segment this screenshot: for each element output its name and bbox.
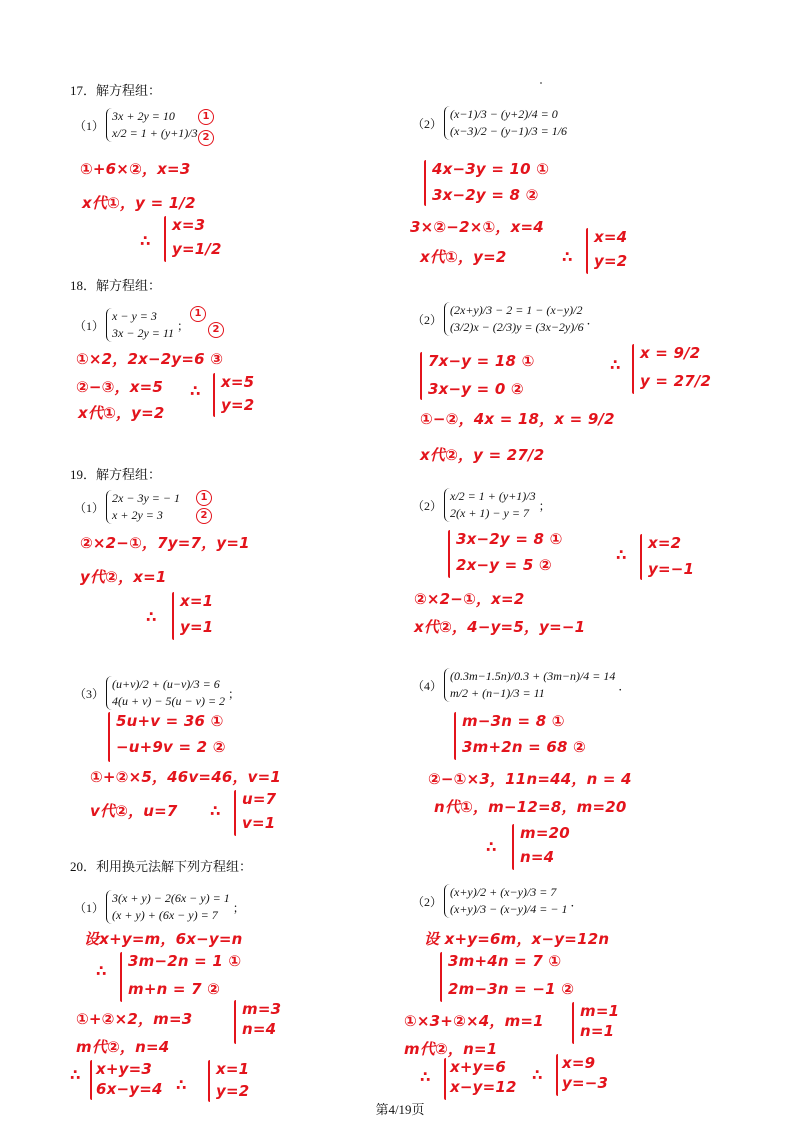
handwritten-step: ②×2−①，7y=7，y=1 xyxy=(80,534,250,552)
step-brace xyxy=(448,530,450,578)
handwritten-step: x代①，y = 1/2 xyxy=(82,194,196,212)
answer-line: n=1 xyxy=(580,1022,615,1040)
handwritten-step: 设 x+y=6m，x−y=12n xyxy=(424,930,610,948)
handwritten-step: 3×②−2×①，x=4 xyxy=(410,218,544,236)
problem-number: （3） xyxy=(74,686,105,701)
answer-brace xyxy=(512,824,514,870)
answer-line: u=7 xyxy=(242,790,277,808)
handwritten-step: ①×2，2x−2y=6 ③ xyxy=(76,350,224,368)
handwritten-step: 3x−2y = 8 ② xyxy=(432,186,539,204)
handwritten-step: ①+②×2，m=3 xyxy=(76,1010,193,1028)
answer-brace xyxy=(586,228,588,274)
q17-header: 17．解方程组： xyxy=(70,83,162,98)
equation-system xyxy=(444,302,584,336)
q17-p1-problem xyxy=(74,108,198,142)
handwritten-step: 7x−y = 18 ① xyxy=(428,352,535,370)
answer-brace xyxy=(213,373,215,417)
answer-line: x=1 xyxy=(180,592,214,610)
answer-line: y=−3 xyxy=(562,1074,609,1092)
equation-2: 3x − 2y = 11 xyxy=(112,326,174,340)
punctuation: ； xyxy=(538,498,551,513)
equation-system xyxy=(106,676,225,710)
therefore-symbol: ∴ xyxy=(420,1068,431,1086)
equation-2: (x+y)/3 − (x−y)/4 = − 1 xyxy=(450,902,568,916)
therefore-symbol: ∴ xyxy=(210,802,221,820)
punctuation: ． xyxy=(618,678,631,693)
answer-line: m=1 xyxy=(580,1002,620,1020)
therefore-symbol: ∴ xyxy=(532,1066,543,1084)
equation-2: m/2 + (n−1)/3 = 11 xyxy=(450,686,545,700)
handwritten-step: x代①，y=2 xyxy=(420,248,507,266)
handwritten-step: 3m+4n = 7 ① xyxy=(448,952,562,970)
answer-line: y = 27/2 xyxy=(640,372,712,390)
therefore-symbol: ∴ xyxy=(70,1066,81,1084)
step-brace xyxy=(90,1060,92,1100)
equation-1: (2x+y)/3 − 2 = 1 − (x−y)/2 xyxy=(450,303,583,317)
handwritten-step: ①+②×5，46v=46，v=1 xyxy=(90,768,282,786)
handwritten-step: 3x−y = 0 ② xyxy=(428,380,524,398)
equation-system xyxy=(444,668,615,702)
step-brace xyxy=(120,952,122,1002)
problem-number: （4） xyxy=(412,678,443,693)
equation-2: (x−3)/2 − (y−1)/3 = 1/6 xyxy=(450,124,568,138)
answer-line: x=2 xyxy=(648,534,682,552)
answer-brace xyxy=(172,592,174,640)
answer-brace xyxy=(208,1060,210,1102)
equation-1: (u+v)/2 + (u−v)/3 = 6 xyxy=(112,677,220,691)
handwritten-step: ①−②，4x = 18，x = 9/2 xyxy=(420,410,615,428)
handwritten-step: y代②，x=1 xyxy=(80,568,167,586)
therefore-symbol: ∴ xyxy=(176,1076,187,1094)
handwritten-step: m代②，n=4 xyxy=(76,1038,170,1056)
equation-2: x + 2y = 3 xyxy=(112,508,163,522)
answer-line: x=1 xyxy=(216,1060,250,1078)
handwritten-step: ①×3+②×4，m=1 xyxy=(404,1012,544,1030)
answer-line: y=1/2 xyxy=(172,240,222,258)
punctuation: ； xyxy=(232,900,245,915)
problem-number: （2） xyxy=(412,498,443,513)
handwritten-step: 设x+y=m，6x−y=n xyxy=(84,930,243,948)
answer-brace xyxy=(234,1000,236,1044)
answer-brace xyxy=(632,344,634,394)
answer-line: x=4 xyxy=(594,228,628,246)
equation-system xyxy=(106,108,198,142)
equation-1: (0.3m−1.5n)/0.3 + (3m−n)/4 = 14 xyxy=(450,669,616,683)
q19-p4-problem xyxy=(412,668,630,702)
handwritten-step: ②−①×3，11n=44，n = 4 xyxy=(428,770,632,788)
q19-p3-problem xyxy=(74,676,240,710)
therefore-symbol: ∴ xyxy=(610,356,621,374)
handwritten-step: x代①，y=2 xyxy=(78,404,165,422)
answer-brace xyxy=(556,1054,558,1096)
handwritten-step: x+y=3 xyxy=(96,1060,153,1078)
answer-brace xyxy=(234,790,236,836)
answer-line: y=2 xyxy=(216,1082,250,1100)
q17-p2-problem xyxy=(412,106,567,140)
answer-line: x=3 xyxy=(172,216,206,234)
step-brace xyxy=(444,1058,446,1100)
answer-line: y=−1 xyxy=(648,560,695,578)
handwritten-step: x+y=6 xyxy=(450,1058,507,1076)
equation-2: (3/2)x − (2/3)y = (3x−2y)/6 xyxy=(450,320,584,334)
handwritten-step: ②−③，x=5 xyxy=(76,378,164,396)
handwritten-step: m+n = 7 ② xyxy=(128,980,221,998)
equation-2: x/2 = 1 + (y+1)/3 xyxy=(112,126,198,140)
q19-header: 19．解方程组： xyxy=(70,467,162,482)
equation-system xyxy=(106,890,230,924)
q18-p2-problem xyxy=(412,302,599,336)
therefore-symbol: ∴ xyxy=(96,962,107,980)
answer-line: m=3 xyxy=(242,1000,282,1018)
problem-number: （1） xyxy=(74,900,105,915)
q18-header: 18．解方程组： xyxy=(70,278,162,293)
circle-mark-2: 2 xyxy=(196,508,212,524)
equation-1: 3x + 2y = 10 xyxy=(112,109,175,123)
problem-number: （2） xyxy=(412,116,443,131)
circle-mark-2: 2 xyxy=(208,322,224,338)
punctuation: ； xyxy=(228,686,241,701)
equation-system xyxy=(106,308,174,342)
equation-system xyxy=(444,884,567,918)
handwritten-step: 4x−3y = 10 ① xyxy=(432,160,550,178)
answer-line: n=4 xyxy=(520,848,555,866)
answer-brace xyxy=(572,1002,574,1044)
answer-line: x = 9/2 xyxy=(640,344,701,362)
punctuation: ． xyxy=(586,312,599,327)
page-number: 第4/19页 xyxy=(375,1102,425,1117)
problem-number: （1） xyxy=(74,500,105,515)
problem-number: （1） xyxy=(74,118,105,133)
equation-system xyxy=(106,490,180,524)
answer-brace xyxy=(164,216,166,262)
equation-system xyxy=(444,106,567,140)
answer-line: x=5 xyxy=(221,373,255,391)
circle-mark-1: 1 xyxy=(190,306,206,322)
q20-p2-problem xyxy=(412,884,582,918)
q20-header: 20．利用换元法解下列方程组： xyxy=(70,859,253,874)
equation-2: 4(u + v) − 5(u − v) = 2 xyxy=(112,694,226,708)
handwritten-step: 2x−y = 5 ② xyxy=(456,556,552,574)
step-brace xyxy=(440,952,442,1002)
q20-p1-problem xyxy=(74,890,245,924)
problem-number: （1） xyxy=(74,318,105,333)
equation-1: 2x − 3y = − 1 xyxy=(112,491,180,505)
handwritten-step: v代②，u=7 xyxy=(90,802,178,820)
answer-line: y=2 xyxy=(594,252,628,270)
handwritten-step: m−3n = 8 ① xyxy=(462,712,565,730)
circle-mark-1: 1 xyxy=(198,109,214,125)
step-brace xyxy=(108,712,110,762)
answer-line: y=2 xyxy=(221,396,255,414)
punctuation: ； xyxy=(176,318,189,333)
q18-p1-problem xyxy=(74,308,189,342)
handwritten-step: n代①，m−12=8，m=20 xyxy=(434,798,627,816)
therefore-symbol: ∴ xyxy=(562,248,573,266)
handwritten-step: ②×2−①，x=2 xyxy=(414,590,525,608)
step-brace xyxy=(420,352,422,400)
answer-line: n=4 xyxy=(242,1020,277,1038)
handwritten-step: 5u+v = 36 ① xyxy=(116,712,224,730)
handwritten-step: 2m−3n = −1 ② xyxy=(448,980,575,998)
handwritten-step: 3m−2n = 1 ① xyxy=(128,952,242,970)
answer-line: x=9 xyxy=(562,1054,596,1072)
equation-1: (x+y)/2 + (x−y)/3 = 7 xyxy=(450,885,557,899)
equation-system xyxy=(444,488,536,522)
answer-line: m=20 xyxy=(520,824,570,842)
equation-2: 2(x + 1) − y = 7 xyxy=(450,506,529,520)
therefore-symbol: ∴ xyxy=(616,546,627,564)
therefore-symbol: ∴ xyxy=(486,838,497,856)
q19-p1-problem xyxy=(74,490,180,524)
handwritten-step: x−y=12 xyxy=(450,1078,517,1096)
equation-1: (x−1)/3 − (y+2)/4 = 0 xyxy=(450,107,558,121)
answer-line: y=1 xyxy=(180,618,214,636)
answer-line: v=1 xyxy=(242,814,276,832)
therefore-symbol: ∴ xyxy=(146,608,157,626)
handwritten-step: 3x−2y = 8 ① xyxy=(456,530,563,548)
step-brace xyxy=(424,160,426,206)
equation-1: x − y = 3 xyxy=(112,309,157,323)
stray-dot xyxy=(540,82,542,84)
therefore-symbol: ∴ xyxy=(140,232,151,250)
punctuation: ． xyxy=(570,894,583,909)
handwritten-step: 6x−y=4 xyxy=(96,1080,163,1098)
handwritten-step: −u+9v = 2 ② xyxy=(116,738,226,756)
answer-brace xyxy=(640,534,642,580)
equation-2: (x + y) + (6x − y) = 7 xyxy=(112,908,218,922)
handwritten-step: x代②，4−y=5，y=−1 xyxy=(414,618,586,636)
handwritten-step: m代②，n=1 xyxy=(404,1040,498,1058)
circle-mark-1: 1 xyxy=(196,490,212,506)
problem-number: （2） xyxy=(412,312,443,327)
handwritten-step: 3m+2n = 68 ② xyxy=(462,738,586,756)
q19-p2-problem xyxy=(412,488,551,522)
therefore-symbol: ∴ xyxy=(190,382,201,400)
circle-mark-2: 2 xyxy=(198,130,214,146)
problem-number: （2） xyxy=(412,894,443,909)
handwritten-step: x代②，y = 27/2 xyxy=(420,446,545,464)
equation-1: x/2 = 1 + (y+1)/3 xyxy=(450,489,536,503)
equation-1: 3(x + y) − 2(6x − y) = 1 xyxy=(112,891,230,905)
handwritten-step: ①+6×②，x=3 xyxy=(80,160,191,178)
step-brace xyxy=(454,712,456,760)
